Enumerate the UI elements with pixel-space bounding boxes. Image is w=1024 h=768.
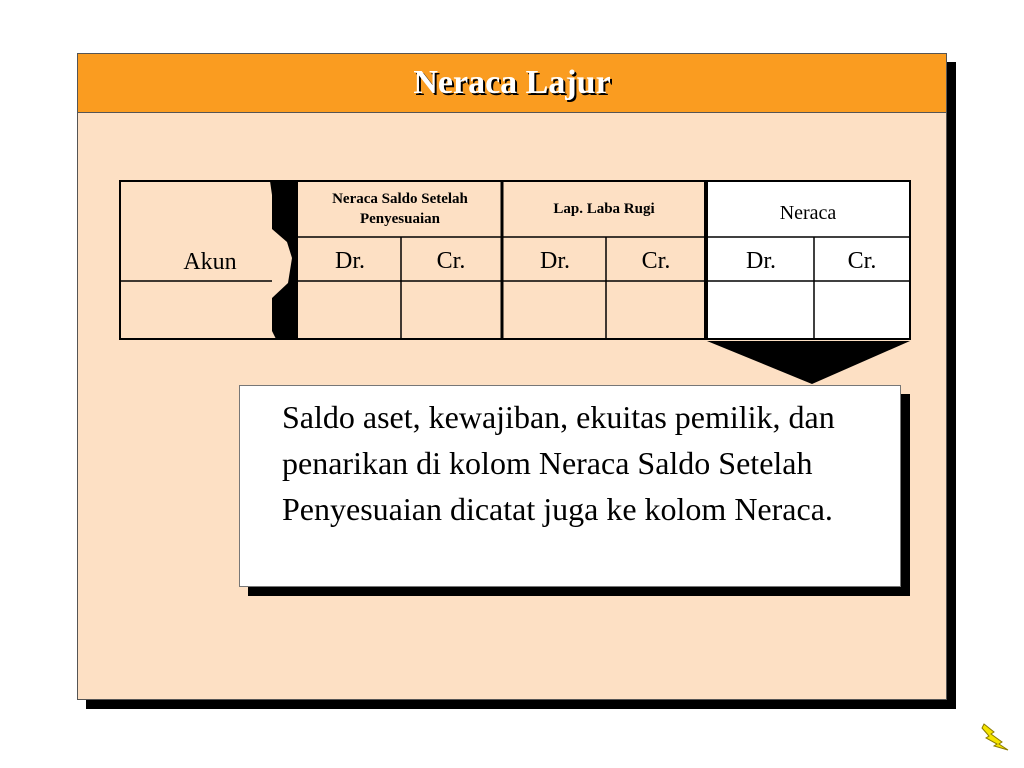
column-header-debit: Dr.: [746, 247, 776, 274]
group-header-balance-sheet: Neraca: [779, 201, 837, 224]
slide-title: Neraca Lajur: [413, 64, 611, 101]
arrow-shape: [707, 341, 910, 384]
lightning-icon: [980, 722, 1010, 752]
account-header: Akun: [183, 248, 237, 275]
column-header-credit: Cr.: [436, 247, 466, 274]
column-header-credit: Cr.: [847, 247, 877, 274]
column-header-debit: Dr.: [540, 247, 570, 274]
group-header-income-statement: Lap. Laba Rugi: [553, 201, 655, 217]
group-header-adjusted-trial-balance: Neraca Saldo Setelah Penyesuaian: [332, 191, 468, 227]
note-box: [239, 385, 901, 587]
column-header-debit: Dr.: [335, 247, 365, 274]
column-header-credit: Cr.: [641, 247, 671, 274]
note-text: Saldo aset, kewajiban, ekuitas pemilik, dan penarikan di kolom Neraca Saldo Setelah Penyesuaian dicatat juga ke kolom Neraca.: [282, 399, 835, 527]
